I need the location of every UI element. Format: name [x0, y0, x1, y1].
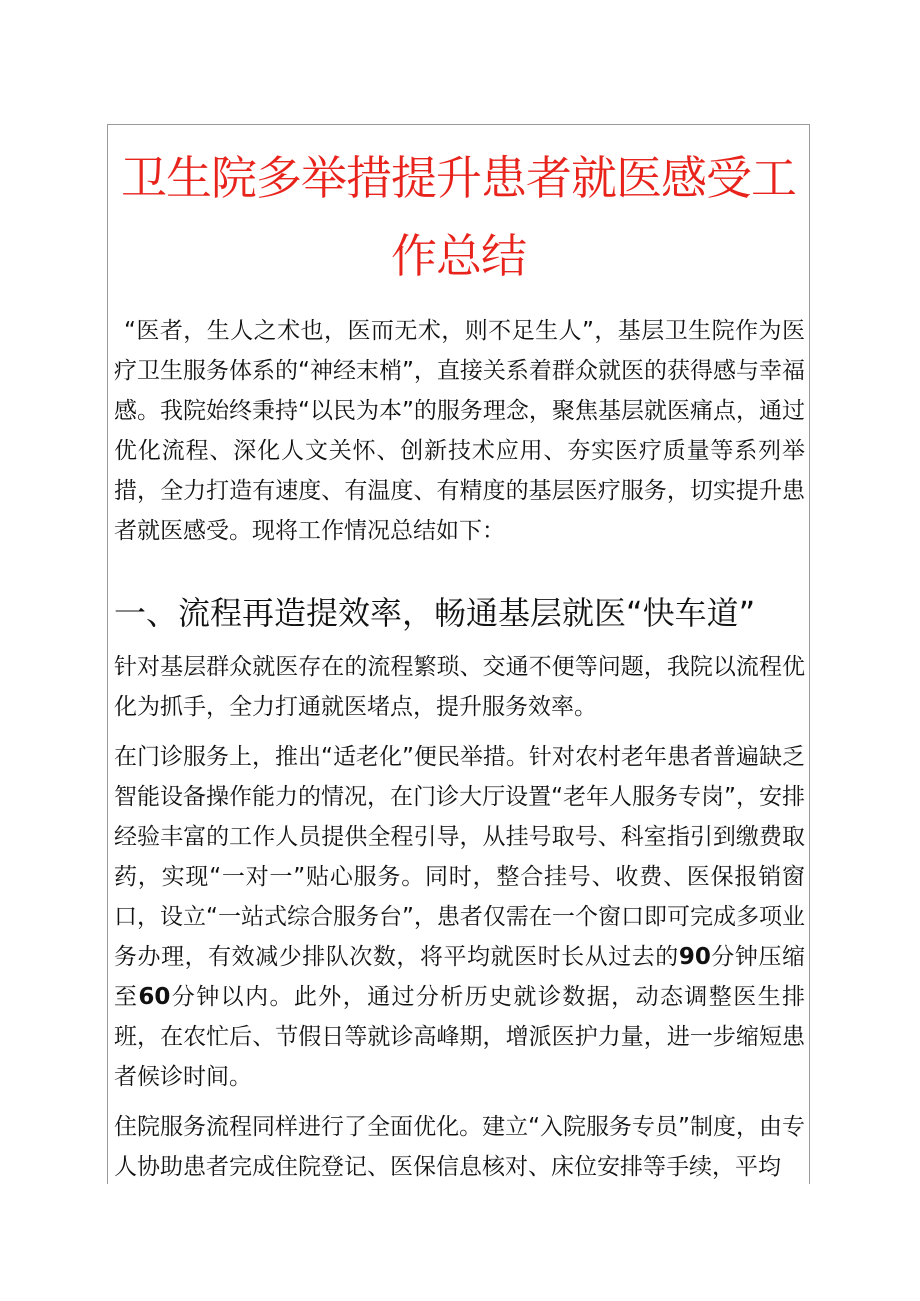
paragraph-text: 在门诊服务上，推出“适老化”便民举措。针对农村老年患者普遍缺乏智能设备操作能力的情况，在门诊大厅设置“老年人服务专岗”，安排经验丰富的工作人员提供全程引导，从挂号取号、科室指引到缴费取药，实现“一对一”贴心服务。同时，整合挂号、收费、医保报销窗口，设立“一站式综合服务台”，患者仅需在一个窗口即可完成多项业务办理，有效减少排队次数，将平均就医时长从过去的: [114, 744, 805, 970]
time-after-value: 60: [138, 984, 171, 1010]
section-paragraph-1: 针对基层群众就医存在的流程繁琐、交通不便等问题，我院以流程优化为抓手，全力打通就医堵点，提升服务效率。: [114, 654, 805, 720]
section-paragraph-3: 住院服务流程同样进行了全面优化。建立“入院服务专员”制度，由专人协助患者完成住院登记、医保信息核对、床位安排等手续，平均: [114, 1114, 805, 1180]
paragraph-text: 分钟以内。此外，通过分析历史就诊数据，动态调整医生排班，在农忙后、节假日等就诊高峰期，增派医护力量，进一步缩短患者候诊时间。: [114, 984, 806, 1090]
document-title: 卫生院多举措提升患者就医感受工作总结: [121, 151, 796, 283]
document-frame: [107, 124, 810, 1184]
paragraph-text: 分钟压缩至: [114, 944, 805, 1010]
section-heading: 一、流程再造提效率，畅通基层就医“快车道”: [114, 594, 756, 632]
time-before-value: 90: [678, 944, 711, 970]
intro-paragraph: “医者，生人之术也，医而无术，则不足生人”，基层卫生院作为医疗卫生服务体系的“神经末梢”，直接关系着群众就医的获得感与幸福感。我院始终秉持“以民为本”的服务理念，聚焦基层就医痛点，通过优化流程、深化人文关怀、创新技术应用、夯实医疗质量等系列举措，全力打造有速度、有温度、有精度的基层医疗服务，切实提升患者就医感受。现将工作情况总结如下：: [114, 318, 805, 544]
section-paragraph-2: [108, 737, 809, 1097]
